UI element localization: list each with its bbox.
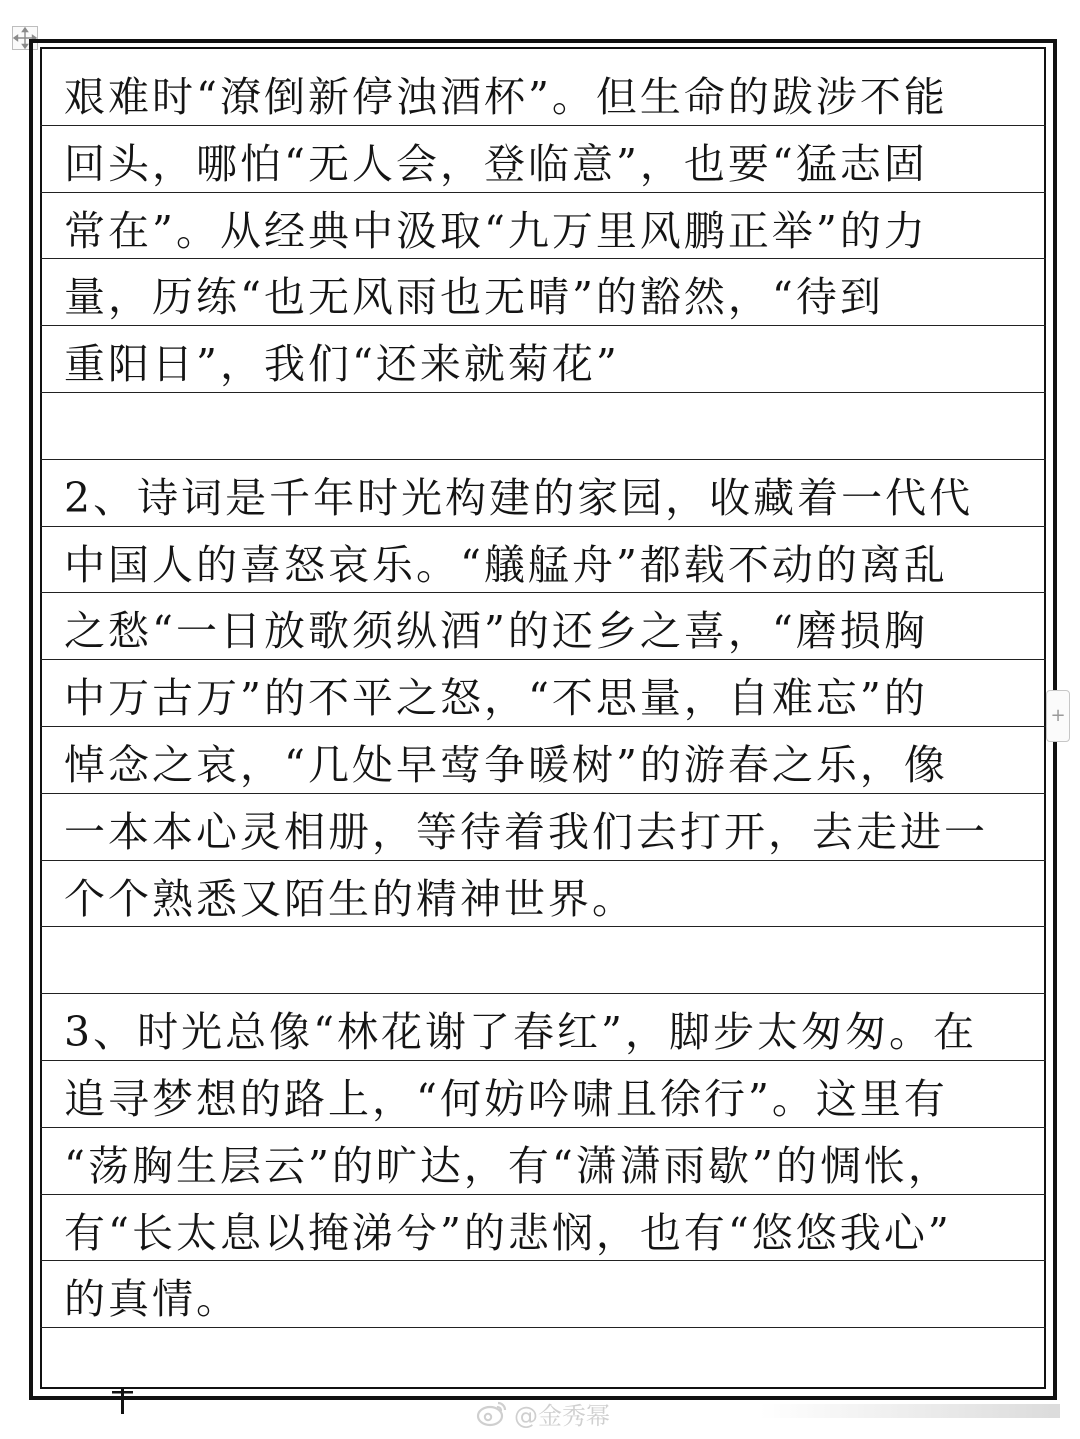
- weibo-logo-icon: [476, 1399, 508, 1427]
- text-line[interactable]: 艰难时“潦倒新停浊酒杯”。但生命的跋涉不能: [64, 73, 948, 121]
- text-line[interactable]: 的真情。: [64, 1275, 240, 1324]
- cursor-marker: [112, 1388, 134, 1414]
- text-line[interactable]: 中万古万”的不平之怒，“不思量，自难忘”的: [64, 674, 928, 723]
- watermark: [476, 1396, 610, 1430]
- text-line[interactable]: 2、诗词是千年时光构建的家园，收藏着一代代: [64, 473, 974, 522]
- add-row-button[interactable]: [1046, 690, 1070, 742]
- plus-icon: +: [1050, 705, 1066, 726]
- text-line[interactable]: 重阳日”，我们“还来就菊花”: [64, 340, 620, 389]
- text-line[interactable]: [64, 930, 1034, 1000]
- text-line[interactable]: 常在”。从经典中汲取“九万里风鹏正举”的力: [64, 206, 928, 255]
- text-line[interactable]: [64, 1331, 1034, 1401]
- text-line[interactable]: “荡胸生层云”的旷达，有“潇潇雨歇”的惆怅，: [64, 1141, 952, 1190]
- text-line[interactable]: 追寻梦想的路上，“何妨吟啸且徐行”。这里有: [64, 1075, 948, 1123]
- text-line[interactable]: 中国人的喜怒哀乐。“艤艋舟”都载不动的离乱: [64, 540, 948, 589]
- watermark-text: @金秀幂: [514, 1401, 610, 1430]
- text-line[interactable]: 悼念之哀，“几处早莺争暖树”的游春之乐，像: [64, 741, 948, 789]
- text-line[interactable]: 3、时光总像“林花谢了春红”，脚步太匆匆。在: [64, 1008, 978, 1057]
- text-line[interactable]: 一本本心灵相册，等待着我们去打开，去走进一: [64, 807, 988, 856]
- text-line[interactable]: 之愁“一日放歌须纵酒”的还乡之喜，“磨损胸: [64, 607, 928, 656]
- text-line[interactable]: 量，历练“也无风雨也无晴”的豁然，“待到: [64, 273, 884, 322]
- text-line[interactable]: 个个熟悉又陌生的精神世界。: [64, 874, 636, 923]
- text-line[interactable]: [64, 396, 1034, 466]
- resize-bar[interactable]: [760, 1404, 1060, 1418]
- text-line[interactable]: 有“长太息以掩涕兮”的悲悯，也有“悠悠我心”: [64, 1208, 952, 1257]
- text-line[interactable]: 回头，哪怕“无人会，登临意”，也要“猛志固: [64, 139, 928, 188]
